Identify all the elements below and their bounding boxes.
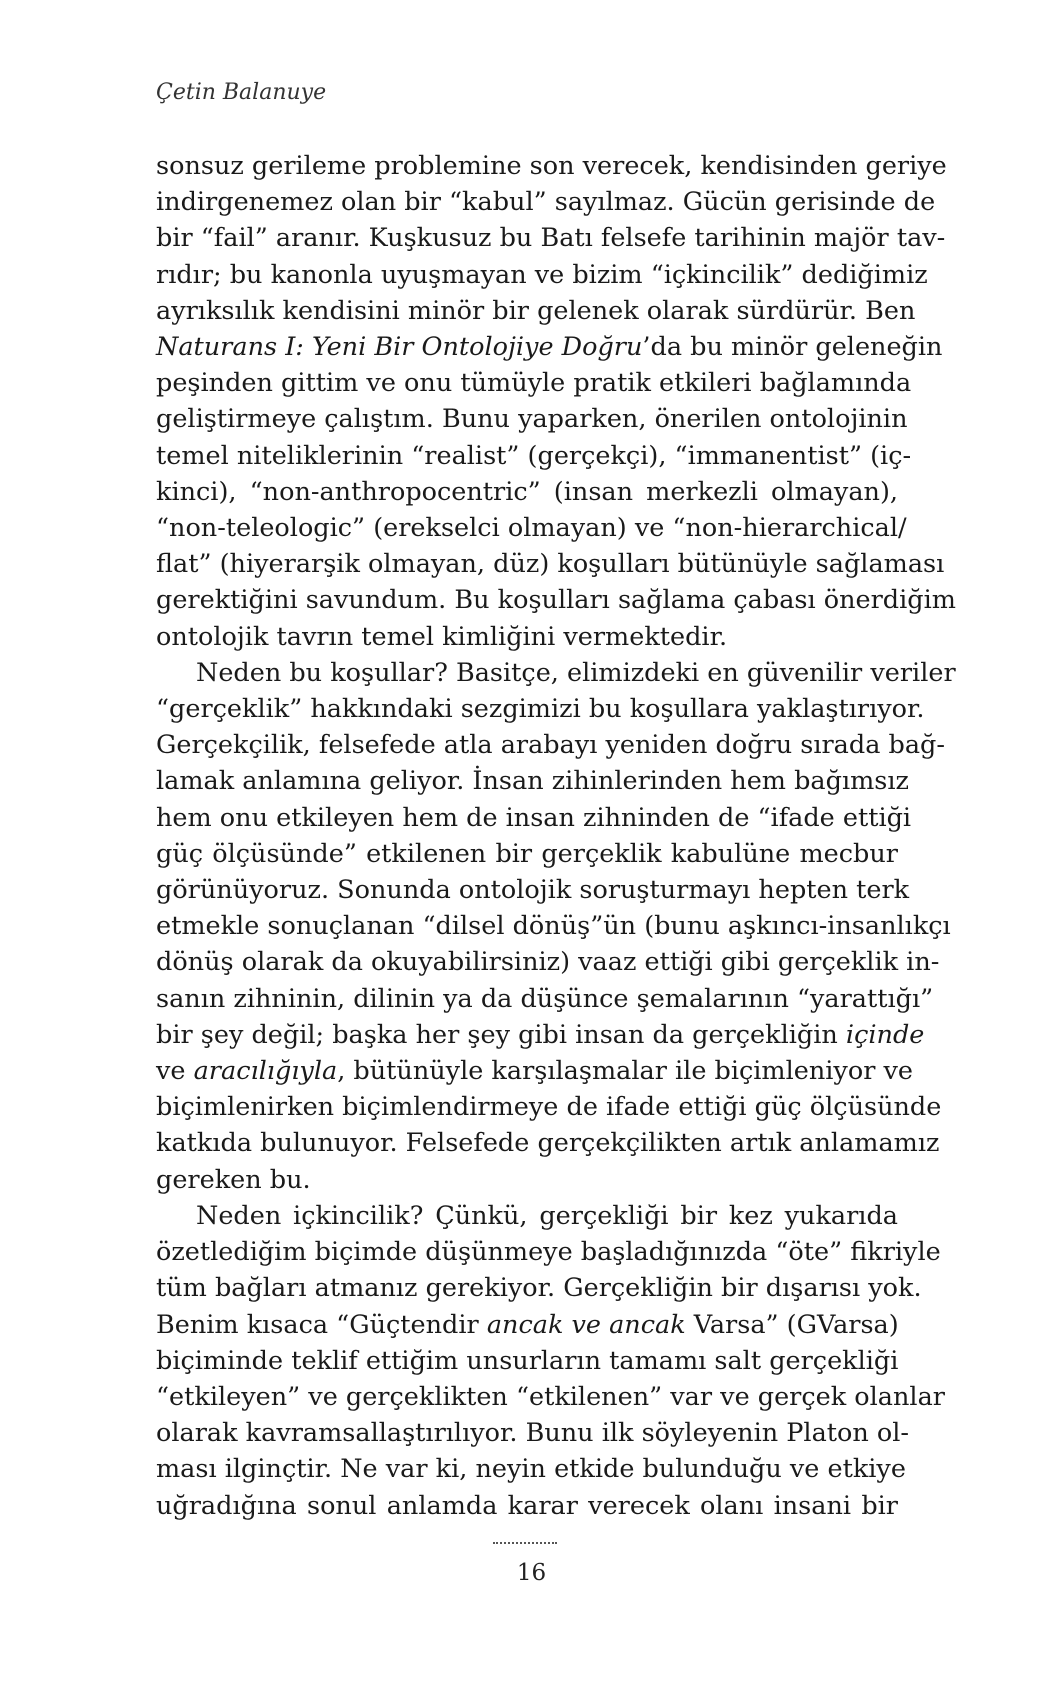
text-line	[156, 1198, 898, 1234]
text-run: Varsa” (GVarsa)	[685, 1309, 899, 1340]
text-line	[156, 1415, 910, 1451]
text-line	[156, 1089, 942, 1125]
text-line	[156, 1307, 898, 1343]
text-line	[156, 1017, 925, 1053]
text-line	[156, 365, 912, 401]
text-line	[156, 1379, 945, 1415]
italic-text: içinde	[845, 1019, 925, 1050]
text-run: sanın zihninin, dilinin ya da düşünce şemalarının “yarattığı”	[156, 983, 934, 1014]
text-line	[156, 655, 956, 691]
text-run: ontolojik tavrın temel kimliğini vermektedir.	[156, 621, 728, 652]
text-line	[156, 1343, 898, 1379]
text-run: ve	[156, 1056, 194, 1087]
text-line	[156, 474, 898, 510]
text-line	[156, 546, 945, 582]
text-line	[156, 582, 956, 618]
text-line	[156, 401, 908, 437]
text-run: kinci), “non-anthropocentric” (insan merkezli olmayan),	[156, 476, 898, 507]
page-number: 16	[516, 1560, 547, 1586]
text-line	[156, 329, 943, 365]
text-line	[156, 1451, 906, 1487]
text-run: “non-teleologic” (erekselci olmayan) ve “non-hierarchical/	[156, 513, 907, 544]
text-line	[156, 727, 945, 763]
text-run: sonsuz gerileme problemine son verecek, kendisinden geriye	[156, 151, 947, 181]
text-run: özetlediğim biçimde düşünmeye başladığınızda “öte” fikriyle	[156, 1237, 941, 1268]
text-run: etmekle sonuçlanan “dilsel dönüş”ün (bunu aşkıncı-insanlıkçı	[156, 911, 951, 942]
text-run: görünüyoruz. Sonunda ontolojik soruşturmayı hepten terk	[156, 875, 910, 906]
text-line	[156, 981, 934, 1017]
text-line	[156, 800, 912, 836]
text-run: temel niteliklerinin “realist” (gerçekçi), “immanentist” (iç-	[156, 440, 912, 471]
text-run: gerektiğini savundum. Bu koşulları sağlama çabası önerdiğim	[156, 585, 956, 616]
text-run: peşinden gittim ve onu tümüyle pratik etkileri bağlamında	[156, 368, 912, 399]
body-text	[156, 148, 956, 1524]
text-run: hem onu etkileyen hem de insan zihninden de “ifade ettiği	[156, 802, 912, 833]
text-run: katkıda bulunuyor. Felsefede gerçekçilikten artık anlamamız	[156, 1128, 940, 1159]
text-line	[156, 220, 946, 256]
text-run: Gerçekçilik, felsefede atla arabayı yeniden doğru sırada bağ-	[156, 730, 945, 761]
text-line	[156, 257, 928, 293]
text-line	[156, 691, 925, 727]
text-run: bir “fail” aranır. Kuşkusuz bu Batı felsefe tarihinin majör tav-	[156, 223, 946, 254]
text-run: gereken bu.	[156, 1164, 311, 1195]
text-run: ayrıksılık kendisini minör bir gelenek olarak sürdürür. Ben	[156, 295, 916, 326]
footer-dotted-rule	[493, 1542, 557, 1544]
italic-text: ancak ve ancak	[486, 1309, 686, 1340]
text-run: rıdır; bu kanonla uyuşmayan ve bizim “içkincilik” dediğimiz	[156, 259, 928, 290]
text-line	[156, 293, 916, 329]
running-header-author: Çetin Balanuye	[156, 80, 327, 105]
text-line	[156, 1125, 940, 1161]
text-run: lamak anlamına geliyor. İnsan zihinlerinden hem bağımsız	[156, 766, 909, 797]
italic-text: aracılığıyla	[193, 1056, 338, 1087]
text-run: ’da bu minör geleneğin	[642, 332, 943, 363]
text-line	[156, 438, 912, 474]
text-run: ması ilginçtir. Ne var ki, neyin etkide bulunduğu ve etkiye	[156, 1454, 906, 1485]
text-line	[156, 619, 898, 655]
text-line	[156, 1162, 898, 1198]
text-run: dönüş olarak da okuyabilirsiniz) vaaz ettiği gibi gerçeklik in-	[156, 947, 940, 978]
text-line	[156, 1053, 913, 1089]
text-run: bir şey değil; başka her şey gibi insan da gerçekliğin	[156, 1019, 846, 1050]
text-line	[156, 944, 940, 980]
text-run: “etkileyen” ve gerçeklikten “etkilenen” var ve gerçek olanlar	[156, 1381, 945, 1412]
text-run: geliştirmeye çalıştım. Bunu yaparken, önerilen ontolojinin	[156, 404, 908, 435]
text-line	[156, 1234, 941, 1270]
text-line	[156, 184, 936, 220]
text-run: Neden bu koşullar? Basitçe, elimizdeki en güvenilir veriler	[196, 657, 956, 688]
text-run: “gerçeklik” hakkındaki sezgimizi bu koşullara yaklaştırıyor.	[156, 694, 925, 725]
text-line	[156, 148, 947, 184]
text-run: flat” (hiyerarşik olmayan, düz) koşulları bütünüyle sağlaması	[156, 549, 945, 580]
text-line	[156, 908, 951, 944]
italic-text: Naturans I: Yeni Bir Ontolojiye Doğru	[156, 332, 643, 363]
text-run: olarak kavramsallaştırılıyor. Bunu ilk söyleyenin Platon ol-	[156, 1418, 910, 1449]
text-run: indirgenemez olan bir “kabul” sayılmaz. Gücün gerisinde de	[156, 187, 936, 218]
text-line	[156, 1270, 922, 1306]
text-run: Neden içkincilik? Çünkü, gerçekliği bir kez yukarıda	[196, 1200, 898, 1231]
text-run: uğradığına sonul anlamda karar verecek olanı insani bir	[156, 1490, 898, 1521]
text-run: Benim kısaca “Güçtendir	[156, 1309, 487, 1340]
text-run: tüm bağları atmanız gerekiyor. Gerçekliğin bir dışarısı yok.	[156, 1273, 922, 1304]
text-run: güç ölçüsünde” etkilenen bir gerçeklik kabulüne mecbur	[156, 838, 898, 869]
text-line	[156, 872, 910, 908]
text-run: biçiminde teklif ettiğim unsurların tamamı salt gerçekliği	[156, 1345, 899, 1376]
text-line	[156, 1488, 898, 1524]
text-line	[156, 510, 907, 546]
text-run: biçimlenirken biçimlendirmeye de ifade ettiği güç ölçüsünde	[156, 1092, 942, 1123]
text-run: , bütünüyle karşılaşmalar ile biçimleniyor ve	[337, 1056, 913, 1087]
text-line	[156, 763, 909, 799]
text-line	[156, 836, 898, 872]
